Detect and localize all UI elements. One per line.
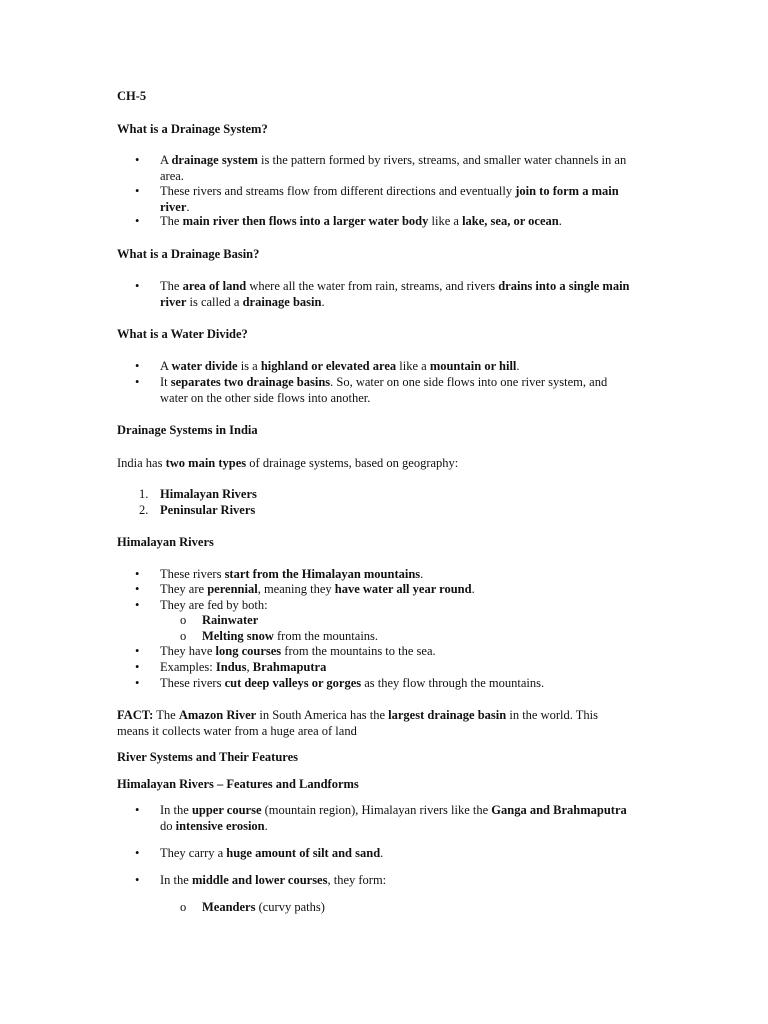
fact-paragraph bbox=[117, 708, 637, 739]
list-item-text bbox=[160, 567, 660, 583]
text-run: as they flow through the mountains. bbox=[361, 676, 545, 690]
heading-features-landforms: Himalayan Rivers – Features and Landforms bbox=[117, 777, 359, 791]
text-run: Meanders bbox=[202, 900, 256, 914]
text-run: Indus bbox=[215, 660, 247, 674]
text-run: The bbox=[160, 279, 183, 293]
text-run: These rivers and streams flow from different directions and eventually bbox=[160, 184, 516, 198]
text-run: river bbox=[160, 199, 187, 214]
list-item-text bbox=[160, 279, 660, 310]
text-run: main river then flows into a larger water body bbox=[182, 214, 429, 228]
bullet-icon: • bbox=[135, 375, 140, 389]
text-run: water divide bbox=[171, 359, 238, 373]
sub-bullet-icon: o bbox=[180, 900, 187, 914]
list-item-text bbox=[160, 873, 660, 889]
text-run: These rivers bbox=[160, 567, 225, 581]
text-run: perennial bbox=[207, 582, 258, 596]
text-run: It bbox=[160, 375, 171, 389]
bullet-icon: • bbox=[135, 803, 140, 817]
text-run: . bbox=[420, 567, 424, 581]
heading-drainage-basin: What is a Drainage Basin? bbox=[117, 247, 260, 261]
text-run: where all the water from rain, streams, and rivers bbox=[246, 279, 499, 293]
text-run: like a bbox=[396, 359, 430, 373]
text-run: from the mountains. bbox=[273, 629, 379, 643]
text-run: In the bbox=[160, 873, 192, 887]
text-run: two main types bbox=[165, 456, 247, 470]
text-run: . bbox=[471, 582, 475, 596]
text-run: , meaning they bbox=[257, 582, 335, 596]
text-run: (mountain region), Himalayan rivers like the bbox=[261, 803, 492, 817]
text-run: They are bbox=[160, 582, 208, 596]
heading-drainage-system: What is a Drainage System? bbox=[117, 122, 268, 136]
paragraph bbox=[117, 456, 458, 472]
bullet-icon: • bbox=[135, 214, 140, 228]
list-item-text bbox=[160, 214, 660, 230]
heading-drainage-india: Drainage Systems in India bbox=[117, 423, 258, 437]
text-run: A bbox=[160, 153, 172, 167]
bullet-icon: • bbox=[135, 359, 140, 373]
text-run: drainage system bbox=[171, 153, 258, 167]
text-run: . bbox=[264, 818, 268, 833]
text-run: highland or elevated area bbox=[260, 359, 397, 373]
text-run: in South America has the bbox=[256, 708, 389, 722]
text-run: . bbox=[186, 199, 190, 214]
text-run: area. bbox=[160, 168, 184, 183]
text-run: Examples: bbox=[160, 660, 216, 674]
sub-bullet-icon: o bbox=[180, 613, 187, 627]
list-item-text bbox=[160, 644, 660, 660]
text-run: In the bbox=[160, 803, 192, 817]
text-run: water on the other side flows into another. bbox=[160, 390, 371, 405]
text-run: FACT: bbox=[117, 708, 154, 722]
text-run: Brahmaputra bbox=[252, 660, 327, 674]
text-run: (curvy paths) bbox=[255, 900, 325, 914]
heading-water-divide: What is a Water Divide? bbox=[117, 327, 248, 341]
text-run: . So, water on one side flows into one river system, and bbox=[330, 375, 608, 389]
list-item-text bbox=[160, 803, 660, 834]
text-run: They have bbox=[160, 644, 216, 658]
text-run: of drainage systems, based on geography: bbox=[246, 456, 459, 470]
text-run: Melting snow bbox=[202, 629, 274, 643]
text-run: . bbox=[516, 359, 520, 373]
heading-himalayan-rivers: Himalayan Rivers bbox=[117, 535, 214, 549]
text-run: is called a bbox=[186, 294, 243, 309]
text-run: area of land bbox=[182, 279, 247, 293]
text-run: lake, sea, or ocean bbox=[462, 214, 559, 228]
text-run: is a bbox=[237, 359, 261, 373]
text-run: India has bbox=[117, 456, 166, 470]
list-item-text bbox=[160, 375, 660, 406]
chapter-label: CH-5 bbox=[117, 89, 147, 103]
bullet-icon: • bbox=[135, 644, 140, 658]
text-run: start from the Himalayan mountains bbox=[224, 567, 421, 581]
bullet-icon: • bbox=[135, 279, 140, 293]
text-run: The bbox=[160, 214, 183, 228]
bullet-icon: • bbox=[135, 567, 140, 581]
list-item-text: Peninsular Rivers bbox=[160, 503, 256, 517]
text-run: upper course bbox=[191, 803, 262, 817]
bullet-icon: • bbox=[135, 676, 140, 690]
text-run: long courses bbox=[215, 644, 282, 658]
text-run: huge amount of silt and sand bbox=[226, 846, 381, 860]
text-run: A bbox=[160, 359, 172, 373]
bullet-icon: • bbox=[135, 660, 140, 674]
bullet-icon: • bbox=[135, 873, 140, 887]
text-run: is the pattern formed by rivers, streams, and smaller water channels in an bbox=[257, 153, 627, 167]
list-item-text bbox=[160, 846, 660, 862]
text-run: They carry a bbox=[160, 846, 227, 860]
text-run: drains into a single main bbox=[498, 279, 630, 293]
text-run: separates two drainage basins bbox=[170, 375, 331, 389]
text-run: middle and lower courses bbox=[191, 873, 328, 887]
list-item-text bbox=[160, 582, 660, 598]
text-run: join to form a main bbox=[515, 184, 619, 198]
text-run: largest drainage basin bbox=[388, 708, 507, 722]
text-run: drainage basin bbox=[242, 294, 322, 309]
text-run: . bbox=[558, 214, 562, 228]
list-item-text bbox=[160, 359, 660, 375]
list-item-text bbox=[160, 660, 660, 676]
text-run: . bbox=[380, 846, 384, 860]
text-run: do bbox=[160, 818, 176, 833]
list-item-text bbox=[160, 153, 660, 184]
text-run: These rivers bbox=[160, 676, 225, 690]
list-item-text bbox=[202, 900, 662, 916]
list-item-text: They are fed by both: bbox=[160, 598, 268, 612]
item-number: 1. bbox=[139, 487, 149, 501]
text-run: , bbox=[246, 660, 253, 674]
text-run: Ganga and Brahmaputra bbox=[491, 803, 627, 817]
list-item-text bbox=[202, 629, 662, 645]
list-item-text bbox=[160, 676, 660, 692]
list-item-text bbox=[160, 184, 660, 215]
text-run: mountain or hill bbox=[429, 359, 517, 373]
text-run: intensive erosion bbox=[175, 818, 265, 833]
list-item-text: Himalayan Rivers bbox=[160, 487, 257, 501]
text-run: . bbox=[321, 294, 325, 309]
text-run: from the mountains to the sea. bbox=[281, 644, 436, 658]
sub-bullet-icon: o bbox=[180, 629, 187, 643]
text-run: means it collects water from a huge area of land bbox=[117, 723, 357, 738]
bullet-icon: • bbox=[135, 184, 140, 198]
text-run: have water all year round bbox=[334, 582, 472, 596]
heading-river-systems: River Systems and Their Features bbox=[117, 750, 299, 764]
bullet-icon: • bbox=[135, 153, 140, 167]
bullet-icon: • bbox=[135, 582, 140, 596]
text-run: river bbox=[160, 294, 187, 309]
text-run: like a bbox=[428, 214, 463, 228]
item-number: 2. bbox=[139, 503, 149, 517]
bullet-icon: • bbox=[135, 846, 140, 860]
text-run: Amazon River bbox=[178, 708, 257, 722]
text-run: , they form: bbox=[327, 873, 387, 887]
text-run: cut deep valleys or gorges bbox=[224, 676, 362, 690]
bullet-icon: • bbox=[135, 598, 140, 612]
text-run: in the world. This bbox=[506, 708, 598, 722]
list-item-text: Rainwater bbox=[202, 613, 259, 627]
text-run: The bbox=[153, 708, 179, 722]
